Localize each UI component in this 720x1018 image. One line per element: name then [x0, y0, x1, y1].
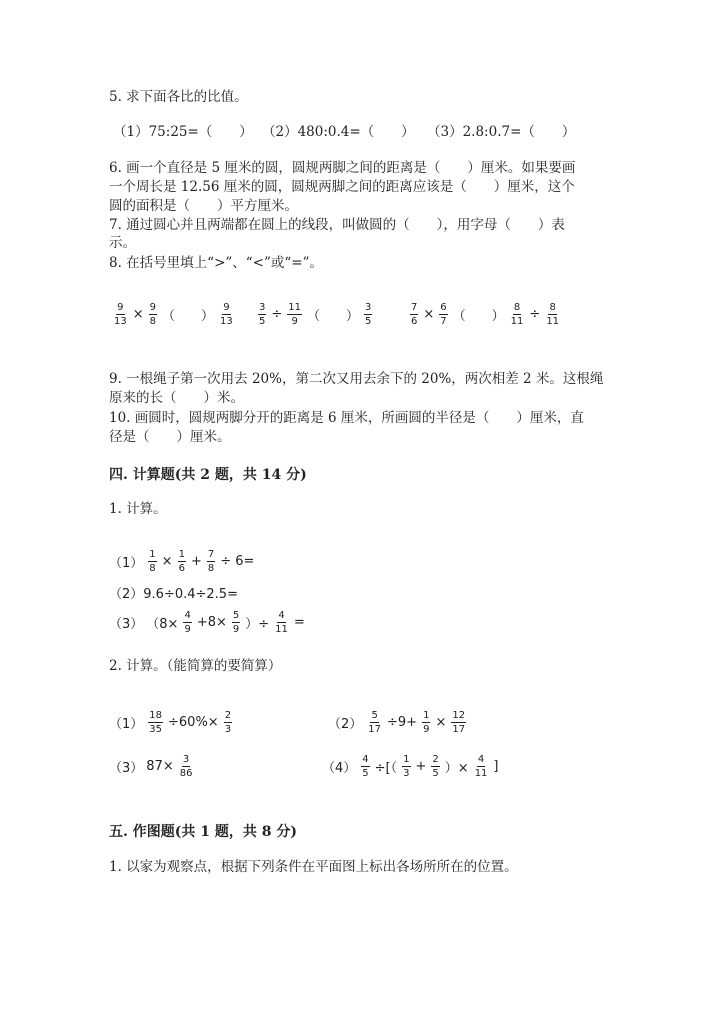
q9-line-2: 原来的长（ ）米。 — [109, 390, 244, 406]
fraction: $\frac{8}{11}$ — [546, 302, 560, 327]
q7-line-2: 示。 — [109, 235, 136, 251]
q8-expr-1: $\frac{9}{13}$ × $\frac{9}{8}$ （ ） $\frac{9}{13}$ — [114, 302, 233, 327]
answer-blank: （ ） — [162, 309, 215, 324]
fraction: $\frac{12}{17}$ — [452, 710, 466, 735]
q7-line-1: 7. 通过圆心并且两端都在圆上的线段，叫做圆的（ ），用字母（ ）表 — [109, 217, 565, 233]
fraction: $\frac{1}{9}$ — [423, 710, 430, 735]
fraction: $\frac{4}{11}$ — [474, 754, 488, 779]
fraction: $\frac{3}{86}$ — [179, 754, 193, 779]
q10-line-2: 径是（ ）厘米。 — [109, 429, 231, 445]
q9-line-1: 9. 一根绳子第一次用去 20%，第二次又用去余下的 20%，两次相差 2 米。这根绳 — [109, 371, 604, 387]
q10-line-1: 10. 画圆时，圆规两脚分开的距离是 6 厘米，所画圆的半径是（ ）厘米，直 — [109, 410, 584, 426]
fraction: $\frac{8}{11}$ — [510, 302, 524, 327]
calc2-3: （3） 87× $\frac{3}{86}$ — [109, 754, 193, 779]
drawing-q1: 1. 以家为观察点，根据下列条件在平面图上标出各场所所在的位置。 — [109, 859, 518, 875]
calc2-4: （4） $\frac{4}{5}$ ÷[（ $\frac{1}{3}$ + $\frac{2}{5}$ ）× $\frac{4}{11}$ ] — [322, 754, 499, 779]
calc2-2: （2） $\frac{5}{17}$ ÷9+ $\frac{1}{9}$ × $\frac{12}{17}$ — [328, 710, 466, 735]
q6-line-3: 圆的面积是（ ）平方厘米。 — [109, 198, 298, 214]
fraction: $\frac{1}{6}$ — [178, 549, 185, 574]
fraction: $\frac{7}{8}$ — [207, 549, 215, 574]
q6-line-2: 一个周长是 12.56 厘米的圆，圆规两脚之间的距离应该是（ ）厘米，这个 — [109, 179, 575, 195]
fraction: $\frac{5}{17}$ — [368, 710, 382, 735]
q5-item-2: （2）480:0.4=（ ） — [262, 124, 415, 140]
calc-q2-title: 2. 计算。（能简算的要简算） — [109, 658, 282, 674]
fraction: $\frac{6}{7}$ — [440, 302, 447, 327]
fraction: $\frac{4}{5}$ — [362, 754, 369, 779]
answer-blank: （ ） — [452, 309, 505, 324]
fraction: $\frac{7}{6}$ — [411, 302, 418, 327]
fraction: $\frac{2}{3}$ — [224, 710, 232, 735]
fraction: $\frac{9}{8}$ — [149, 302, 157, 327]
section-5-title: 五. 作图题(共 1 题，共 8 分) — [109, 824, 297, 840]
q8-expr-3: $\frac{7}{6}$ × $\frac{6}{7}$ （ ） $\frac{8}{11}$ ÷ $\frac{8}{11}$ — [411, 302, 560, 327]
fraction: $\frac{9}{13}$ — [220, 302, 233, 327]
q6-line-1: 6. 画一个直径是 5 厘米的圆，圆规两脚之间的距离是（ ）厘米。如果要画 — [109, 160, 576, 176]
calc-2: （2）9.6÷0.4÷2.5= — [109, 587, 238, 602]
fraction: $\frac{1}{3}$ — [403, 754, 410, 779]
fraction: $\frac{4}{9}$ — [184, 610, 191, 635]
q8-title: 8. 在括号里填上“>”、“<”或“=”。 — [109, 255, 324, 271]
calc-q1-title: 1. 计算。 — [109, 501, 167, 517]
fraction: $\frac{1}{8}$ — [149, 549, 156, 574]
fraction: $\frac{3}{5}$ — [259, 302, 266, 327]
fraction: $\frac{9}{13}$ — [114, 302, 127, 327]
q5-item-3: （3）2.8:0.7=（ ） — [427, 124, 576, 140]
fraction: $\frac{5}{9}$ — [232, 610, 240, 635]
calc-1: （1） $\frac{1}{8}$ × $\frac{1}{6}$ + $\frac{7}{8}$ ÷ 6= — [109, 549, 255, 574]
fraction: $\frac{2}{5}$ — [432, 754, 439, 779]
answer-blank: （ ） — [307, 309, 360, 324]
fraction: $\frac{3}{5}$ — [365, 302, 372, 327]
q5-item-1: （1）75:25=（ ） — [113, 124, 253, 140]
fraction: $\frac{11}{9}$ — [288, 302, 302, 327]
calc2-1: （1） $\frac{18}{35}$ ÷60%× $\frac{2}{3}$ — [109, 710, 232, 735]
calc-3: （3） （8× $\frac{4}{9}$ +8× $\frac{5}{9}$ ）÷ $\frac{4}{11}$ = — [109, 610, 305, 635]
q5-title: 5. 求下面各比的比值。 — [109, 89, 248, 105]
fraction: $\frac{18}{35}$ — [149, 710, 163, 735]
fraction: $\frac{4}{11}$ — [275, 610, 288, 635]
section-4-title: 四. 计算题(共 2 题，共 14 分) — [109, 467, 307, 483]
q8-expr-2: $\frac{3}{5}$ ÷ $\frac{11}{9}$ （ ） $\frac{3}{5}$ — [259, 302, 372, 327]
